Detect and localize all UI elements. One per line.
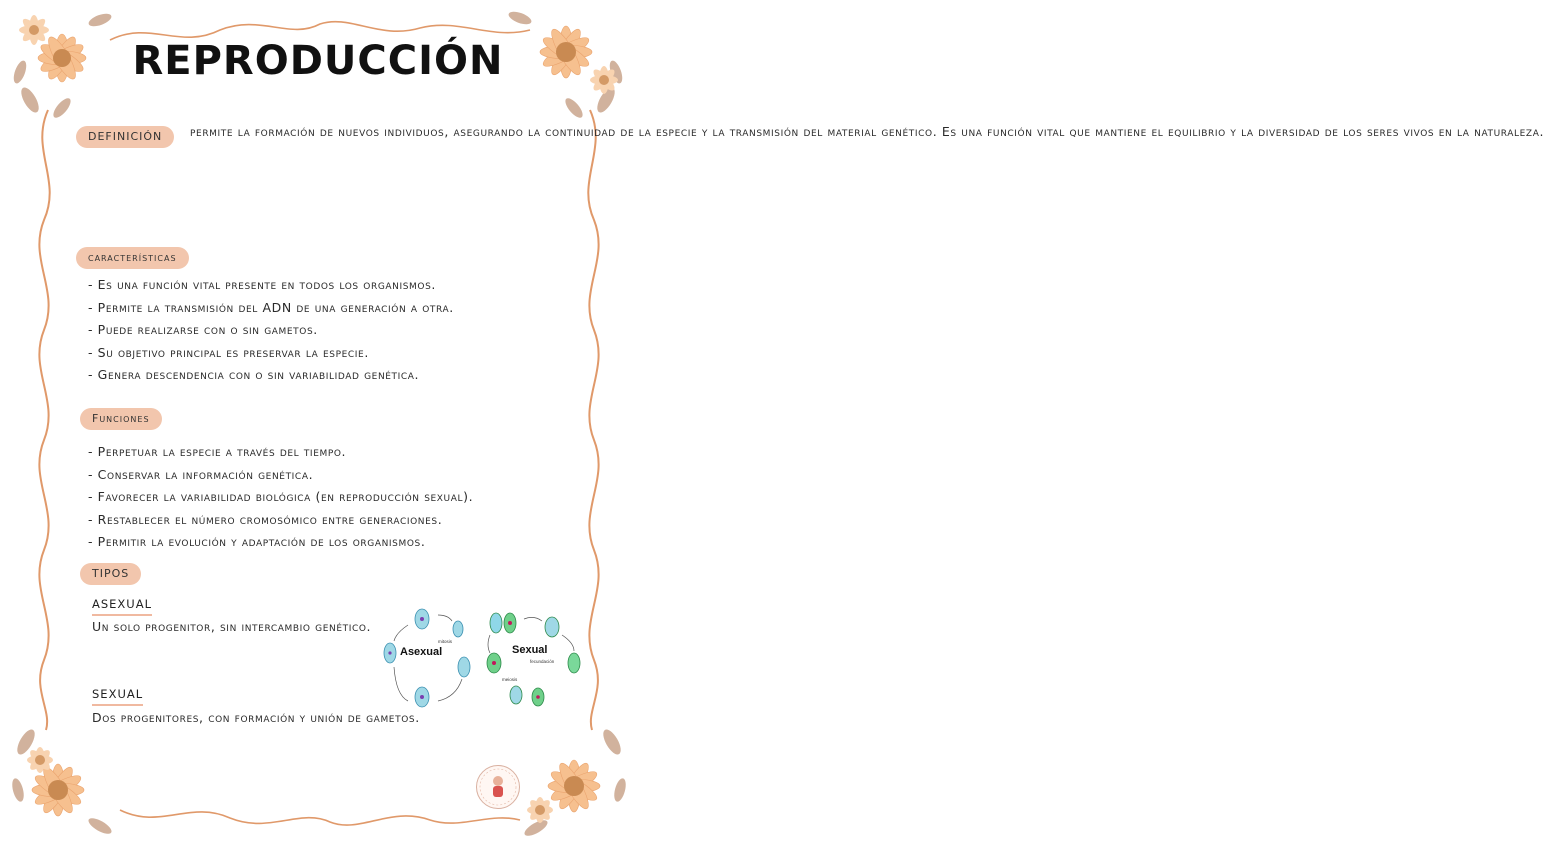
diagram-small-label: fecundación	[530, 659, 555, 664]
flower-bottom-right	[548, 760, 600, 812]
asexual-line: genético.	[315, 619, 372, 634]
definicion-line: permite la formación de nuevos individuos,	[190, 124, 449, 139]
page-title: REPRODUCCIÓN	[132, 38, 504, 84]
reproduction-diagram	[378, 605, 590, 713]
asexual-text	[92, 616, 371, 639]
list-item: - Su objetivo principal es preservar la especie.	[88, 344, 369, 360]
list-item: - Conservar la información genética.	[88, 466, 314, 482]
diagram-small-label: mitosis	[438, 639, 453, 644]
caracteristicas-list	[88, 274, 454, 387]
list-item: - Permitir la evolución y adaptación de los organismos.	[88, 534, 426, 549]
left-vine	[39, 110, 49, 730]
tipos-label: TIPOS	[80, 563, 141, 585]
caracteristicas-label: características	[76, 247, 189, 269]
definicion-line: la diversidad de los seres vivos en la naturaleza.	[1241, 124, 1544, 139]
sexual-line: unión de gametos.	[310, 710, 420, 725]
logo-figure-icon	[477, 766, 519, 808]
definicion-line: transmisión del material genético.	[729, 124, 938, 139]
definicion-text	[190, 121, 1544, 144]
bottom-vine	[120, 810, 520, 825]
list-item: - Favorecer la variabilidad biológica (en reproducción sexual).	[88, 489, 474, 504]
diagram-sexual-label: Sexual	[512, 644, 548, 656]
definicion-line: asegurando la continuidad de la especie y la	[453, 124, 726, 139]
list-item: - Genera descendencia con o sin variabilidad genética.	[88, 367, 420, 382]
funciones-label: Funciones	[80, 408, 162, 430]
list-item: - Restablecer el número cromosómico entre generaciones.	[88, 511, 443, 527]
definicion-label: DEFINICIÓN	[76, 126, 174, 148]
logo-stamp	[476, 765, 520, 809]
definicion-line: Es una función vital que mantiene el equilibrio y	[941, 124, 1237, 139]
list-item: - Permite la transmisión del ADN de una generación a otra.	[88, 299, 454, 315]
diagram-asexual-label: Asexual	[400, 646, 443, 658]
asexual-line: Un solo progenitor, sin intercambio	[92, 619, 311, 634]
funciones-list	[88, 441, 473, 554]
flower-bottom-left-small	[27, 747, 53, 773]
sexual-heading: SEXUAL	[92, 687, 143, 706]
sexual-text	[92, 707, 420, 730]
list-item: - Perpetuar la especie a través del tiempo.	[88, 444, 347, 459]
asexual-heading: ASEXUAL	[92, 597, 152, 616]
list-item: - Es una función vital presente en todos los organismos.	[88, 277, 436, 292]
flower-bottom-right-small	[527, 797, 553, 823]
list-item: - Puede realizarse con o sin gametos.	[88, 322, 318, 337]
diagram-small-label: meiosis	[502, 677, 518, 682]
sexual-line: Dos progenitores, con formación y	[92, 710, 306, 725]
asexual-cycle	[384, 609, 470, 707]
